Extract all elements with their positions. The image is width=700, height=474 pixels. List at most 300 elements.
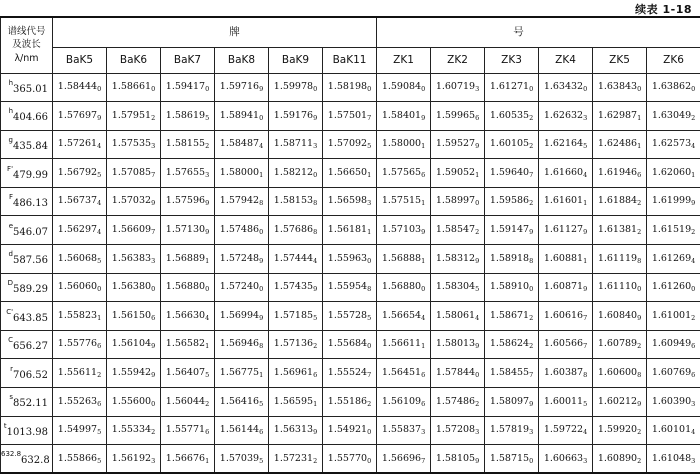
index-cell [431, 273, 485, 302]
index-subscript-digit: 1 [421, 257, 425, 265]
index-subscript-digit: 1 [583, 257, 587, 265]
index-value: 1.56104 [112, 338, 151, 349]
index-value: 1.56676 [166, 453, 205, 464]
index-value: 1.63049 [652, 110, 691, 121]
wavelength-value: 404.66 [13, 112, 48, 123]
index-value: 1.58212 [274, 167, 313, 178]
spectral-line-symbol: h [9, 107, 13, 115]
index-cell [215, 302, 269, 331]
index-subscript-digit: 9 [151, 371, 155, 379]
index-value: 1.58941 [220, 110, 259, 121]
index-cell [269, 302, 323, 331]
corner-header [1, 17, 53, 73]
index-cell [539, 359, 593, 388]
index-cell [107, 245, 161, 274]
index-subscript-digit: 0 [367, 257, 371, 265]
index-cell [53, 388, 107, 417]
index-subscript-digit: 9 [691, 199, 695, 207]
index-subscript-digit: 9 [637, 400, 641, 408]
spectral-line-symbol: g [9, 136, 13, 144]
index-value: 1.58312 [436, 253, 475, 264]
index-value: 1.56144 [220, 424, 259, 435]
index-value: 1.63432 [544, 81, 583, 92]
index-subscript-digit: 5 [97, 171, 101, 179]
wavelength-cell [1, 73, 53, 102]
index-value: 1.54997 [58, 424, 97, 435]
index-cell [647, 187, 700, 216]
index-subscript-digit: 1 [205, 257, 209, 265]
index-value: 1.57085 [112, 167, 151, 178]
index-value: 1.62060 [652, 167, 691, 178]
index-subscript-digit: 2 [691, 314, 695, 322]
index-subscript-digit: 2 [637, 457, 641, 465]
index-cell [53, 445, 107, 474]
index-value: 1.56609 [112, 224, 151, 235]
index-cell [377, 73, 431, 102]
column-header: BaK11 [323, 47, 377, 73]
table-row [1, 416, 700, 445]
index-value: 1.63843 [598, 81, 637, 92]
index-value: 1.58918 [490, 253, 529, 264]
index-subscript-digit: 5 [475, 285, 479, 293]
index-subscript-digit: 6 [313, 371, 317, 379]
index-subscript-digit: 8 [529, 257, 533, 265]
index-cell [377, 388, 431, 417]
index-value: 1.58304 [436, 281, 475, 292]
index-value: 1.55776 [58, 338, 97, 349]
index-subscript-digit: 0 [97, 85, 101, 93]
index-cell [323, 187, 377, 216]
index-cell [593, 130, 647, 159]
index-cell [647, 359, 700, 388]
index-cell [593, 102, 647, 131]
wavelength-cell [1, 445, 53, 474]
index-cell [539, 216, 593, 245]
index-value: 1.58000 [382, 138, 421, 149]
index-subscript-digit: 9 [421, 228, 425, 236]
index-subscript-digit: 1 [367, 171, 371, 179]
index-subscript-digit: 2 [367, 400, 371, 408]
index-subscript-digit: 3 [475, 428, 479, 436]
index-value: 1.63862 [652, 81, 691, 92]
index-subscript-digit: 7 [583, 342, 587, 350]
wavelength-cell [1, 102, 53, 131]
index-value: 1.62987 [598, 110, 637, 121]
index-cell [431, 187, 485, 216]
index-value: 1.60789 [598, 338, 637, 349]
index-subscript-digit: 3 [691, 400, 695, 408]
index-subscript-digit: 0 [97, 285, 101, 293]
index-value: 1.55837 [382, 424, 421, 435]
index-cell [323, 245, 377, 274]
wavelength-value: 852.11 [13, 398, 48, 409]
index-value: 1.60566 [544, 338, 583, 349]
index-subscript-digit: 0 [151, 85, 155, 93]
spectral-line-symbol: h [9, 79, 13, 87]
column-header: ZK1 [377, 47, 431, 73]
index-subscript-digit: 7 [367, 371, 371, 379]
index-cell [269, 130, 323, 159]
index-cell [215, 273, 269, 302]
index-value: 1.60890 [598, 453, 637, 464]
index-cell [161, 388, 215, 417]
group-header-left [53, 17, 377, 47]
index-subscript-digit: 2 [151, 114, 155, 122]
index-subscript-digit: 7 [151, 171, 155, 179]
index-value: 1.60719 [436, 81, 475, 92]
index-subscript-digit: 0 [259, 228, 263, 236]
index-value: 1.59176 [274, 110, 313, 121]
index-subscript-digit: 1 [637, 114, 641, 122]
index-value: 1.57844 [436, 367, 475, 378]
index-cell [107, 359, 161, 388]
index-cell [593, 73, 647, 102]
index-subscript-digit: 9 [259, 257, 263, 265]
table-row [1, 302, 700, 331]
index-value: 1.60011 [544, 396, 583, 407]
wavelength-value: 589.29 [13, 284, 48, 295]
index-cell [539, 416, 593, 445]
index-value: 1.55963 [328, 253, 367, 264]
index-value: 1.58997 [436, 195, 475, 206]
header-group-row [1, 17, 700, 47]
index-cell [593, 159, 647, 188]
index-value: 1.58097 [490, 396, 529, 407]
index-value: 1.57039 [220, 453, 259, 464]
index-subscript-digit: 1 [259, 371, 263, 379]
index-subscript-digit: 5 [97, 257, 101, 265]
index-value: 1.61260 [652, 281, 691, 292]
index-cell [593, 216, 647, 245]
index-cell [53, 73, 107, 102]
index-cell [107, 130, 161, 159]
index-subscript-digit: 2 [205, 142, 209, 150]
index-subscript-digit: 5 [97, 457, 101, 465]
index-value: 1.56946 [220, 338, 259, 349]
index-cell [377, 245, 431, 274]
index-value: 1.55186 [328, 396, 367, 407]
index-cell [593, 359, 647, 388]
index-value: 1.61660 [544, 167, 583, 178]
wavelength-value: 435.84 [13, 141, 48, 152]
index-cell [269, 388, 323, 417]
index-subscript-digit: 4 [691, 257, 695, 265]
index-value: 1.60840 [598, 310, 637, 321]
index-subscript-digit: 0 [637, 85, 641, 93]
table-row [1, 330, 700, 359]
index-cell [53, 245, 107, 274]
index-cell [485, 445, 539, 474]
index-value: 1.57686 [274, 224, 313, 235]
index-value: 1.57248 [220, 253, 259, 264]
index-value: 1.55771 [166, 424, 205, 435]
index-value: 1.57565 [382, 167, 421, 178]
index-cell [161, 73, 215, 102]
index-cell [269, 273, 323, 302]
index-subscript-digit: 0 [529, 457, 533, 465]
index-value: 1.58013 [436, 338, 475, 349]
index-subscript-digit: 3 [367, 199, 371, 207]
index-cell [647, 216, 700, 245]
index-subscript-digit: 0 [637, 285, 641, 293]
index-subscript-digit: 2 [475, 228, 479, 236]
index-cell [269, 159, 323, 188]
index-subscript-digit: 5 [205, 371, 209, 379]
index-value: 1.62573 [652, 138, 691, 149]
index-subscript-digit: 8 [259, 342, 263, 350]
index-value: 1.60663 [544, 453, 583, 464]
index-subscript-digit: 3 [313, 142, 317, 150]
index-subscript-digit: 9 [475, 142, 479, 150]
index-cell [323, 416, 377, 445]
index-value: 1.59527 [436, 138, 475, 149]
index-cell [485, 216, 539, 245]
group-label-left: 牌 [229, 27, 240, 38]
index-value: 1.56654 [382, 310, 421, 321]
index-subscript-digit: 0 [529, 285, 533, 293]
index-cell [269, 359, 323, 388]
index-cell [485, 187, 539, 216]
index-subscript-digit: 0 [313, 171, 317, 179]
index-cell [431, 416, 485, 445]
index-value: 1.57240 [220, 281, 259, 292]
index-subscript-digit: 2 [313, 342, 317, 350]
table-row [1, 73, 700, 102]
index-subscript-digit: 3 [529, 428, 533, 436]
table-row [1, 445, 700, 474]
index-value: 1.61946 [598, 167, 637, 178]
index-subscript-digit: 4 [205, 314, 209, 322]
spectral-line-symbol: C' [6, 308, 13, 316]
index-cell [485, 245, 539, 274]
index-cell [323, 273, 377, 302]
index-cell [647, 73, 700, 102]
index-cell [431, 102, 485, 131]
index-cell [323, 102, 377, 131]
index-cell [53, 273, 107, 302]
index-cell [107, 216, 161, 245]
index-cell [647, 330, 700, 359]
index-subscript-digit: 8 [583, 371, 587, 379]
wavelength-value: 1013.98 [7, 427, 48, 438]
index-subscript-digit: 9 [529, 228, 533, 236]
index-value: 1.58661 [112, 81, 151, 92]
index-subscript-digit: 6 [637, 171, 641, 179]
corner-label-line-1: 谱线代号 [1, 25, 52, 39]
index-cell [377, 273, 431, 302]
index-subscript-digit: 1 [205, 342, 209, 350]
spectral-line-symbol: 632.8 [1, 450, 21, 458]
index-cell [485, 359, 539, 388]
index-cell [53, 102, 107, 131]
index-cell [593, 445, 647, 474]
index-cell [215, 388, 269, 417]
index-cell [593, 388, 647, 417]
index-cell [593, 416, 647, 445]
index-value: 1.55684 [328, 338, 367, 349]
index-subscript-digit: 4 [97, 228, 101, 236]
index-subscript-digit: 8 [637, 371, 641, 379]
index-value: 1.56313 [274, 424, 313, 435]
index-value: 1.56598 [328, 195, 367, 206]
index-subscript-digit: 0 [367, 342, 371, 350]
index-subscript-digit: 2 [691, 228, 695, 236]
index-cell [647, 388, 700, 417]
corner-label-line-3: λ/nm [1, 52, 52, 66]
index-value: 1.57208 [436, 424, 475, 435]
index-subscript-digit: 2 [205, 400, 209, 408]
index-cell [323, 388, 377, 417]
index-cell [161, 216, 215, 245]
index-cell [161, 445, 215, 474]
index-value: 1.57032 [112, 195, 151, 206]
index-cell [431, 359, 485, 388]
index-value: 1.56880 [382, 281, 421, 292]
index-subscript-digit: 9 [475, 342, 479, 350]
index-cell [161, 416, 215, 445]
index-value: 1.61999 [652, 195, 691, 206]
index-cell [53, 416, 107, 445]
index-subscript-digit: 2 [637, 199, 641, 207]
index-value: 1.56044 [166, 396, 205, 407]
table-row [1, 388, 700, 417]
index-value: 1.55942 [112, 367, 151, 378]
index-subscript-digit: 3 [151, 457, 155, 465]
index-subscript-digit: 2 [529, 199, 533, 207]
index-value: 1.60769 [652, 367, 691, 378]
index-subscript-digit: 9 [583, 228, 587, 236]
index-value: 1.58061 [436, 310, 475, 321]
spectral-line-symbol: C [8, 336, 13, 344]
index-cell [485, 159, 539, 188]
spectral-line-symbol: s [9, 393, 13, 401]
index-cell [161, 159, 215, 188]
index-value: 1.57486 [220, 224, 259, 235]
index-cell [215, 102, 269, 131]
spectral-line-symbol: D [8, 279, 13, 287]
index-subscript-digit: 3 [691, 457, 695, 465]
index-value: 1.60871 [544, 281, 583, 292]
index-subscript-digit: 1 [367, 228, 371, 236]
index-subscript-digit: 5 [259, 400, 263, 408]
table-row [1, 245, 700, 274]
index-subscript-digit: 0 [367, 457, 371, 465]
index-value: 1.58619 [166, 110, 205, 121]
index-value: 1.57486 [436, 396, 475, 407]
spectral-line-symbol: d [9, 250, 13, 258]
index-subscript-digit: 0 [421, 85, 425, 93]
index-subscript-digit: 2 [529, 114, 533, 122]
index-subscript-digit: 9 [97, 114, 101, 122]
index-value: 1.56696 [382, 453, 421, 464]
index-cell [647, 273, 700, 302]
refractive-index-table [0, 16, 700, 474]
index-value: 1.55600 [112, 396, 151, 407]
index-cell [161, 130, 215, 159]
index-subscript-digit: 8 [313, 228, 317, 236]
wavelength-cell [1, 302, 53, 331]
index-cell [323, 159, 377, 188]
index-cell [539, 388, 593, 417]
index-subscript-digit: 6 [97, 400, 101, 408]
index-value: 1.55334 [112, 424, 151, 435]
index-cell [323, 73, 377, 102]
index-cell [539, 302, 593, 331]
index-cell [431, 302, 485, 331]
wavelength-cell [1, 388, 53, 417]
index-subscript-digit: 2 [151, 428, 155, 436]
index-subscript-digit: 7 [421, 457, 425, 465]
wavelength-value: 479.99 [13, 170, 48, 181]
spectral-line-symbol: r [10, 365, 13, 373]
index-value: 1.56792 [58, 167, 97, 178]
index-value: 1.61381 [598, 224, 637, 235]
index-cell [53, 187, 107, 216]
index-cell [377, 330, 431, 359]
index-cell [161, 330, 215, 359]
index-subscript-digit: 7 [367, 114, 371, 122]
table-row [1, 130, 700, 159]
index-cell [107, 187, 161, 216]
index-cell [647, 445, 700, 474]
index-value: 1.56611 [382, 338, 421, 349]
index-cell [107, 445, 161, 474]
index-cell [53, 216, 107, 245]
wavelength-value: 546.07 [13, 227, 48, 238]
index-subscript-digit: 4 [583, 428, 587, 436]
index-value: 1.57951 [112, 110, 151, 121]
index-subscript-digit: 3 [205, 171, 209, 179]
index-value: 1.56630 [166, 310, 205, 321]
index-cell [431, 445, 485, 474]
index-cell [269, 187, 323, 216]
index-value: 1.57444 [274, 253, 313, 264]
index-subscript-digit: 3 [583, 114, 587, 122]
index-subscript-digit: 0 [151, 400, 155, 408]
index-subscript-digit: 1 [313, 400, 317, 408]
index-cell [377, 445, 431, 474]
table-row [1, 102, 700, 131]
wavelength-cell [1, 159, 53, 188]
index-cell [539, 159, 593, 188]
index-subscript-digit: 2 [529, 142, 533, 150]
table-body [1, 73, 700, 473]
index-cell [269, 73, 323, 102]
spectral-line-symbol: F [9, 193, 13, 201]
index-cell [215, 416, 269, 445]
index-value: 1.59965 [436, 110, 475, 121]
index-subscript-digit: 3 [583, 457, 587, 465]
index-cell [647, 416, 700, 445]
index-value: 1.56961 [274, 367, 313, 378]
index-subscript-digit: 7 [529, 371, 533, 379]
index-cell [539, 245, 593, 274]
index-cell [269, 216, 323, 245]
index-value: 1.57136 [274, 338, 313, 349]
index-value: 1.56383 [112, 253, 151, 264]
wavelength-cell [1, 130, 53, 159]
index-cell [107, 388, 161, 417]
index-value: 1.59722 [544, 424, 583, 435]
index-cell [323, 302, 377, 331]
index-subscript-digit: 0 [313, 85, 317, 93]
index-value: 1.61519 [652, 224, 691, 235]
index-cell [593, 273, 647, 302]
index-value: 1.57501 [328, 110, 367, 121]
index-value: 1.56297 [58, 224, 97, 235]
index-cell [215, 159, 269, 188]
index-cell [647, 102, 700, 131]
